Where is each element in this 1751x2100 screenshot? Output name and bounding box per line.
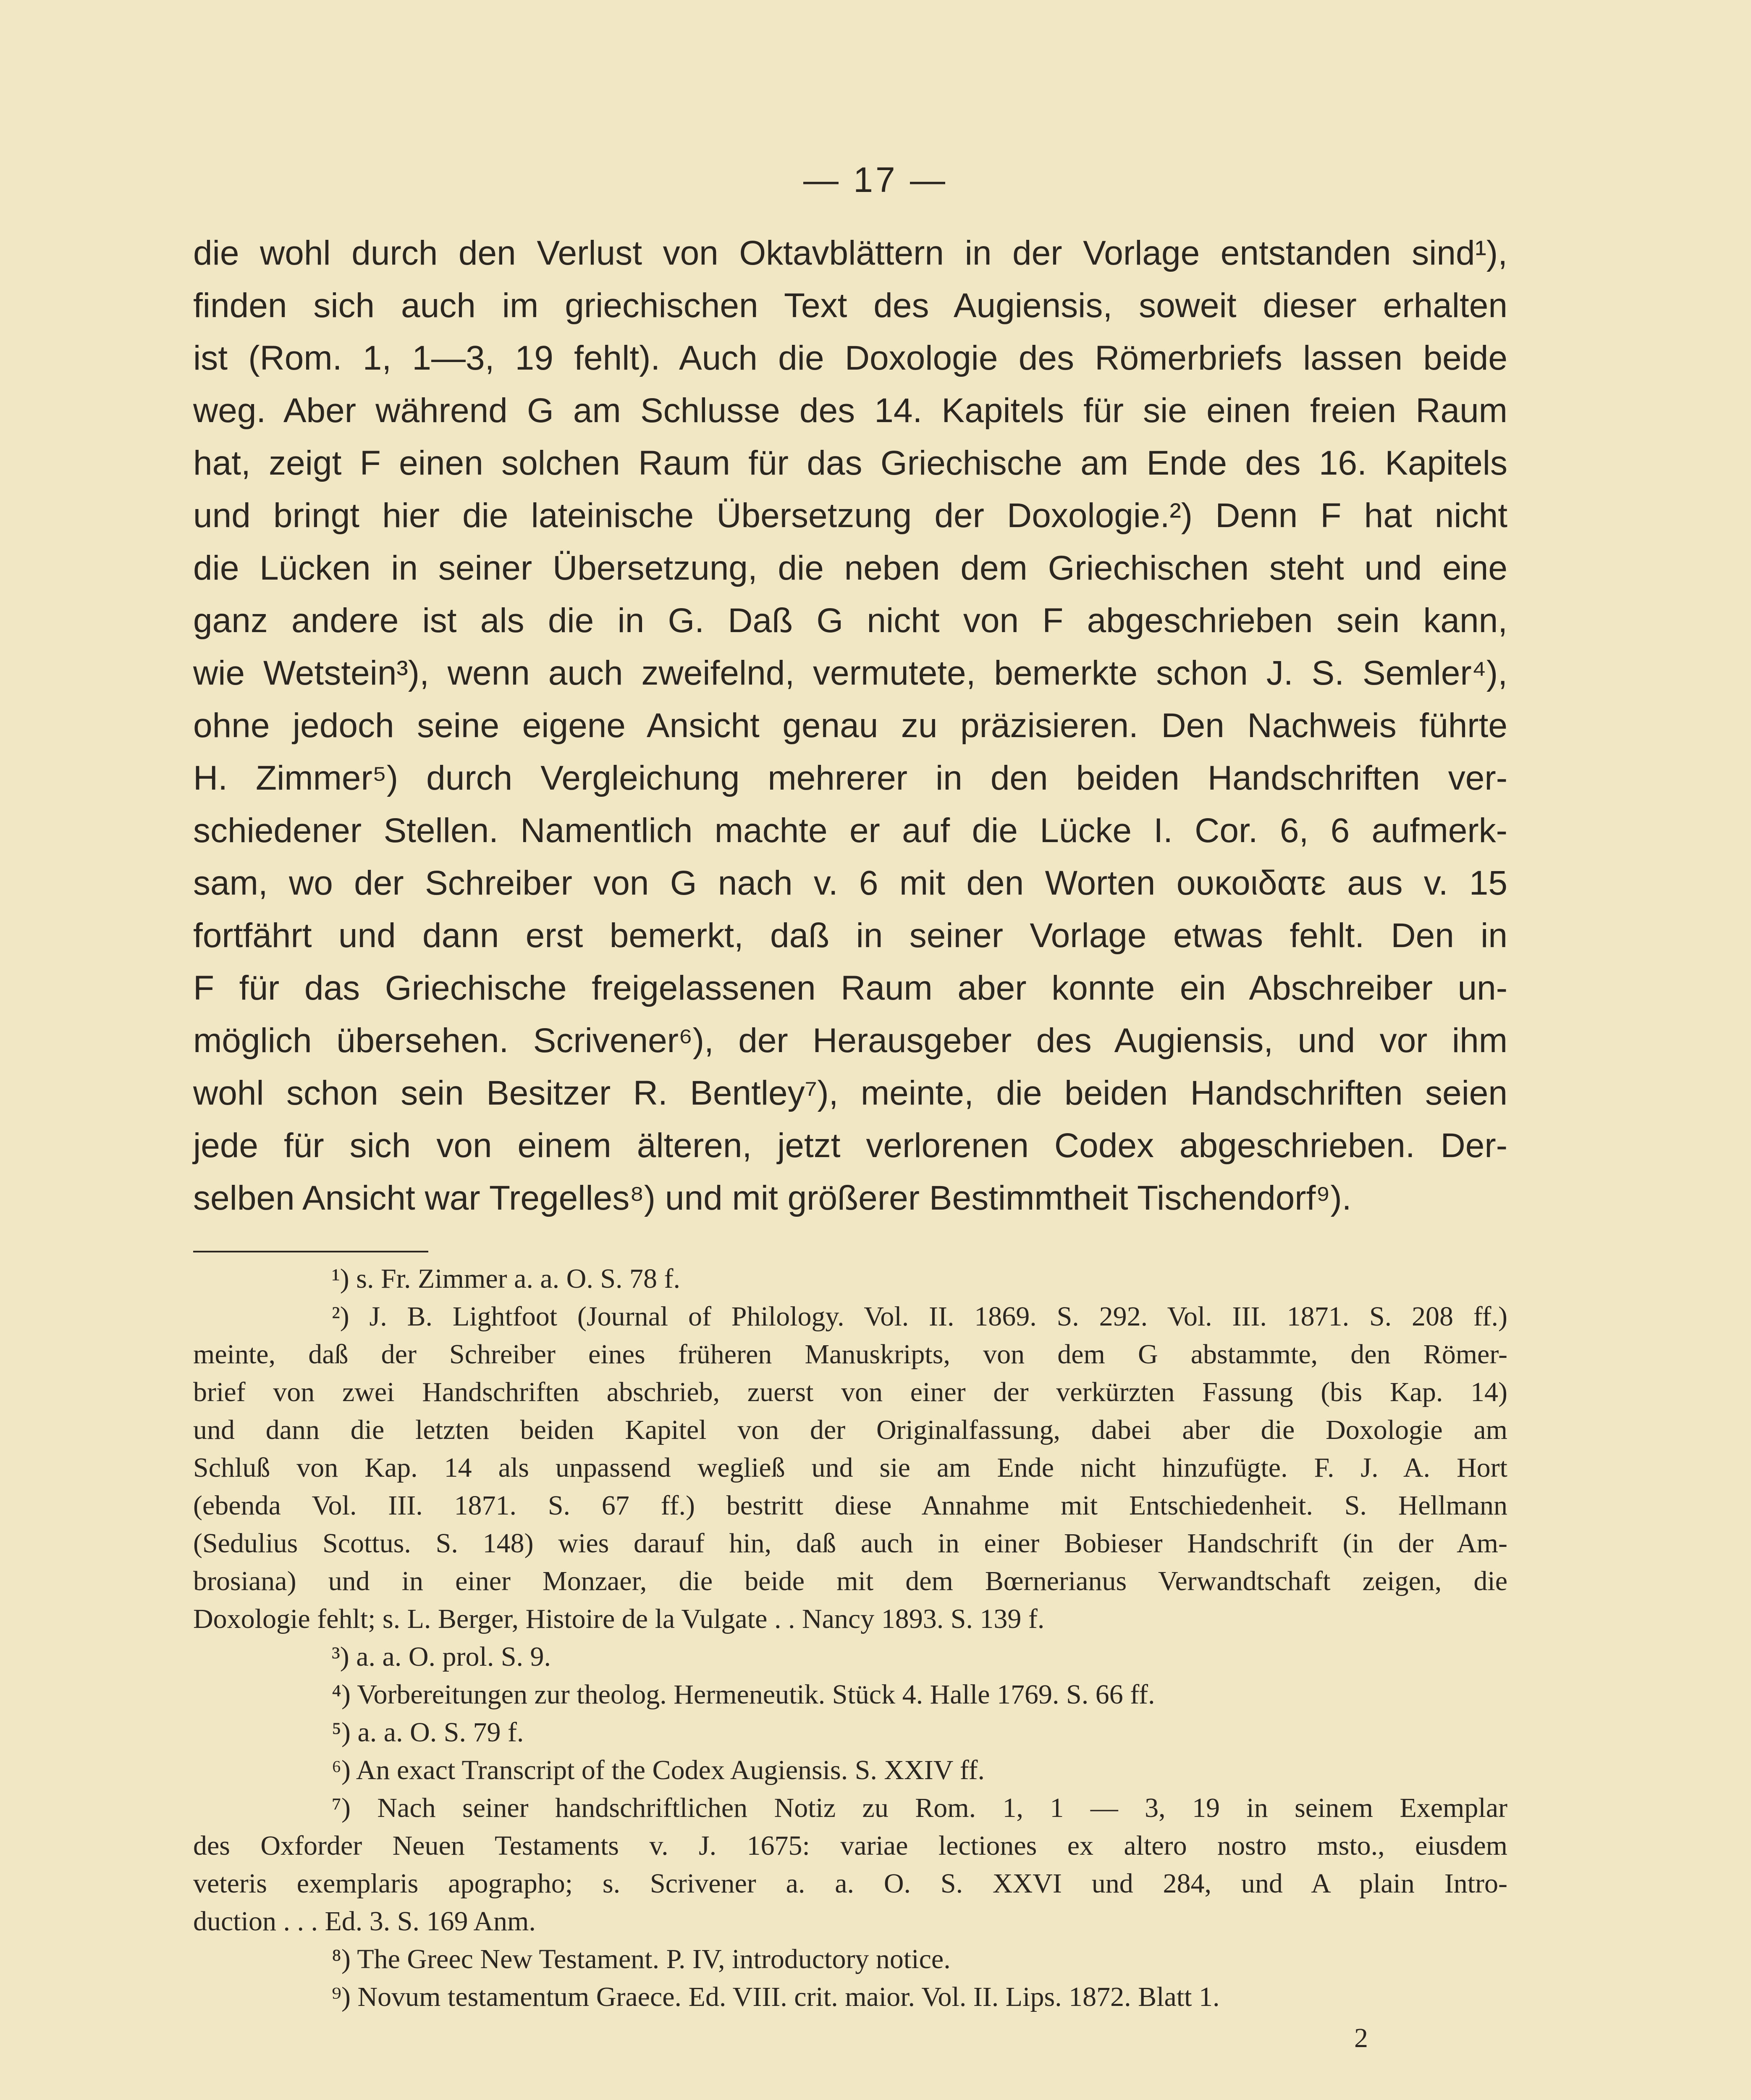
footnotes [193, 1260, 1507, 2016]
footnote-line: ⁹) Novum testamentum Graece. Ed. VIII. crit. maior. Vol. II. Lips. 1872. Blatt 1. [332, 1982, 1220, 2012]
footnote-6 [193, 1751, 1507, 1789]
footnote-line: ⁶) An exact Transcript of the Codex Augiensis. S. XXIV ff. [332, 1755, 985, 1785]
text-line: sam, wo der Schreiber von G nach v. 6 mit den Worten ουκοιδατε aus v. 15 [193, 864, 1507, 902]
text-line: die Lücken in seiner Übersetzung, die neben dem Griechischen steht und eine [193, 549, 1507, 587]
text-line: und bringt hier die lateinische Übersetzung der Doxologie.²) Denn F hat nicht [193, 496, 1507, 535]
footnote-line: meinte, daß der Schreiber eines früheren Manuskripts, von dem G abstammte, den Römer- [193, 1339, 1507, 1370]
text-line: H. Zimmer⁵) durch Vergleichung mehrerer in den beiden Handschriften ver- [193, 759, 1507, 797]
text-line: ohne jedoch seine eigene Ansicht genau zu präzisieren. Den Nachweis führte [193, 706, 1507, 745]
footnote-4 [193, 1676, 1507, 1714]
text-line: ganz andere ist als die in G. Daß G nicht von F abgeschrieben sein kann, [193, 601, 1507, 640]
footnote-line: ⁷) Nach seiner handschriftlichen Notiz zu Rom. 1, 1 — 3, 19 in seinem Exemplar [332, 1793, 1507, 1823]
footnote-rule [193, 1251, 428, 1252]
footnote-line: ⁵) a. a. O. S. 79 f. [332, 1717, 524, 1748]
footnote-3 [193, 1638, 1507, 1676]
footnote-line: des Oxforder Neuen Testaments v. J. 1675: variae lectiones ex altero nostro msto., eiusdem [193, 1830, 1507, 1861]
text-line: weg. Aber während G am Schlusse des 14. Kapitels für sie einen freien Raum [193, 391, 1507, 430]
footnote-line: ²) J. B. Lightfoot (Journal of Philology. Vol. II. 1869. S. 292. Vol. III. 1871. S. 208 ff.) [332, 1301, 1507, 1332]
footnote-5 [193, 1714, 1507, 1751]
text-line: schiedener Stellen. Namentlich machte er auf die Lücke I. Cor. 6, 6 aufmerk- [193, 811, 1507, 850]
page-number: — 17 — [803, 160, 948, 200]
footnote-line: ⁴) Vorbereitungen zur theolog. Hermeneutik. Stück 4. Halle 1769. S. 66 ff. [332, 1679, 1155, 1710]
footnote-7 [193, 1789, 1507, 1940]
footnote-8 [193, 1940, 1507, 1978]
footnote-line: ³) a. a. O. prol. S. 9. [332, 1641, 551, 1672]
text-line: selben Ansicht war Tregelles⁸) und mit größerer Bestimmtheit Tischendorf⁹). [193, 1179, 1352, 1217]
footnote-line: veteris exemplaris apographo; s. Scrivener a. a. O. S. XXVI und 284, und A plain Intro- [193, 1868, 1507, 1899]
footnote-9 [193, 1978, 1507, 2016]
text-line: jede für sich von einem älteren, jetzt verlorenen Codex abgeschrieben. Der- [193, 1126, 1507, 1165]
footnote-line: brief von zwei Handschriften abschrieb, zuerst von einer der verkürzten Fassung (bis Kap. 14) [193, 1377, 1507, 1407]
footnote-line: (Sedulius Scottus. S. 148) wies darauf hin, daß auch in einer Bobieser Handschrift (in der Am- [193, 1528, 1507, 1559]
footnote-line: Doxologie fehlt; s. L. Berger, Histoire de la Vulgate . . Nancy 1893. S. 139 f. [193, 1604, 1045, 1634]
sheet-signature: 2 [1354, 2023, 1368, 2053]
text-line: wohl schon sein Besitzer R. Bentley⁷), meinte, die beiden Handschriften seien [193, 1074, 1507, 1112]
footnote-line: (ebenda Vol. III. 1871. S. 67 ff.) bestritt diese Annahme mit Entschiedenheit. S. Hellmann [193, 1490, 1507, 1521]
text-line: ist (Rom. 1, 1—3, 19 fehlt). Auch die Doxologie des Römerbriefs lassen beide [193, 339, 1507, 377]
main-text [193, 227, 1507, 1224]
text-line: hat, zeigt F einen solchen Raum für das Griechische am Ende des 16. Kapitels [193, 444, 1507, 482]
text-line: wie Wetstein³), wenn auch zweifelnd, vermutete, bemerkte schon J. S. Semler⁴), [193, 654, 1507, 692]
footnote-2 [193, 1298, 1507, 1638]
footnote-line: brosiana) und in einer Monzaer, die beide mit dem Bœrnerianus Verwandtschaft zeigen, die [193, 1566, 1507, 1596]
text-line: F für das Griechische freigelassenen Raum aber konnte ein Abschreiber un- [193, 969, 1507, 1007]
footnote-line: ⁸) The Greec New Testament. P. IV, introductory notice. [332, 1944, 951, 1974]
footnote-line: ¹) s. Fr. Zimmer a. a. O. S. 78 f. [332, 1263, 681, 1294]
footnote-line: duction . . . Ed. 3. S. 169 Anm. [193, 1906, 536, 1937]
text-line: die wohl durch den Verlust von Oktavblättern in der Vorlage entstanden sind¹), [193, 234, 1507, 272]
footnote-line: Schluß von Kap. 14 als unpassend wegließ und sie am Ende nicht hinzufügte. F. J. A. Hort [193, 1452, 1507, 1483]
text-line: fortfährt und dann erst bemerkt, daß in seiner Vorlage etwas fehlt. Den in [193, 916, 1507, 955]
footnote-line: und dann die letzten beiden Kapitel von der Originalfassung, dabei aber die Doxologie am [193, 1415, 1507, 1445]
text-line: finden sich auch im griechischen Text des Augiensis, soweit dieser erhalten [193, 286, 1507, 325]
footnote-1 [193, 1260, 1507, 1298]
text-line: möglich übersehen. Scrivener⁶), der Herausgeber des Augiensis, und vor ihm [193, 1021, 1507, 1060]
